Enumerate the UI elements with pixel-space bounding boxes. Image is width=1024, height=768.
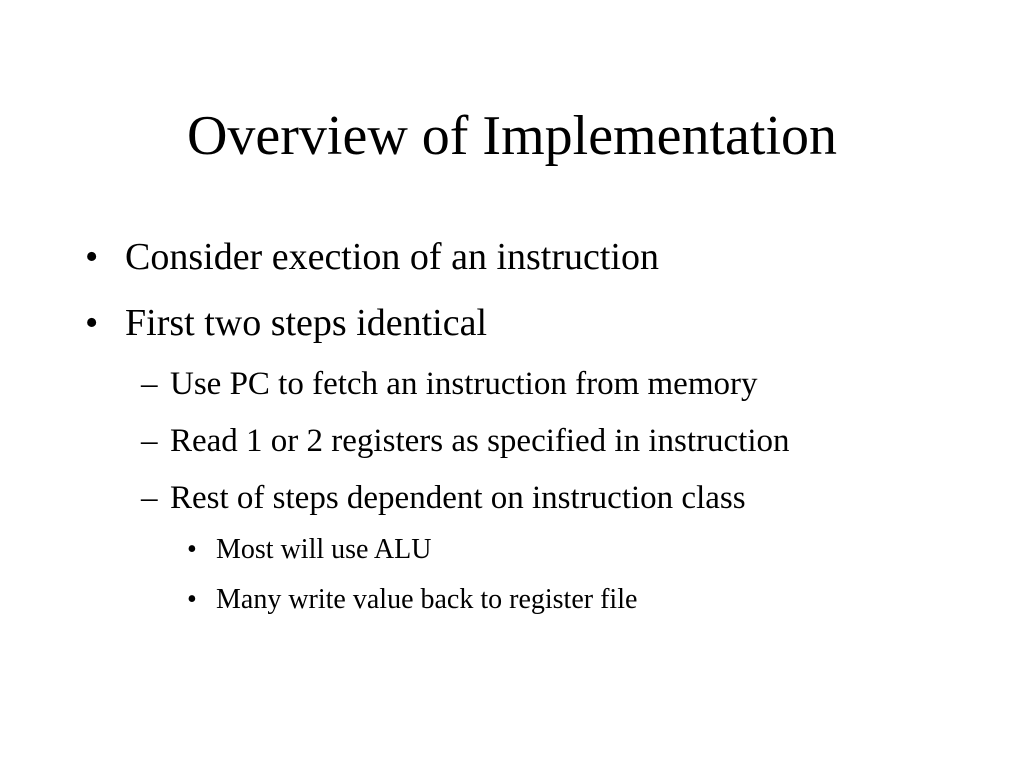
dash-icon: –	[141, 480, 158, 516]
bullet-text: Read 1 or 2 registers as specified in instruction	[170, 423, 790, 459]
bullet-text: Rest of steps dependent on instruction class	[170, 480, 746, 516]
bullet-icon: •	[187, 584, 197, 615]
bullet-icon: •	[85, 302, 99, 344]
bullet-text: Consider exection of an instruction	[125, 236, 659, 278]
bullet-text: Many write value back to register file	[216, 584, 638, 615]
bullet-text: Most will use ALU	[216, 534, 432, 565]
slide-title: Overview of Implementation	[186, 105, 837, 167]
dash-icon: –	[141, 366, 158, 402]
bullet-icon: •	[85, 236, 99, 278]
dash-icon: –	[141, 423, 158, 459]
bullet-text: First two steps identical	[125, 302, 488, 344]
bullet-icon: •	[187, 534, 197, 565]
bullet-text: Use PC to fetch an instruction from memory	[170, 366, 758, 402]
